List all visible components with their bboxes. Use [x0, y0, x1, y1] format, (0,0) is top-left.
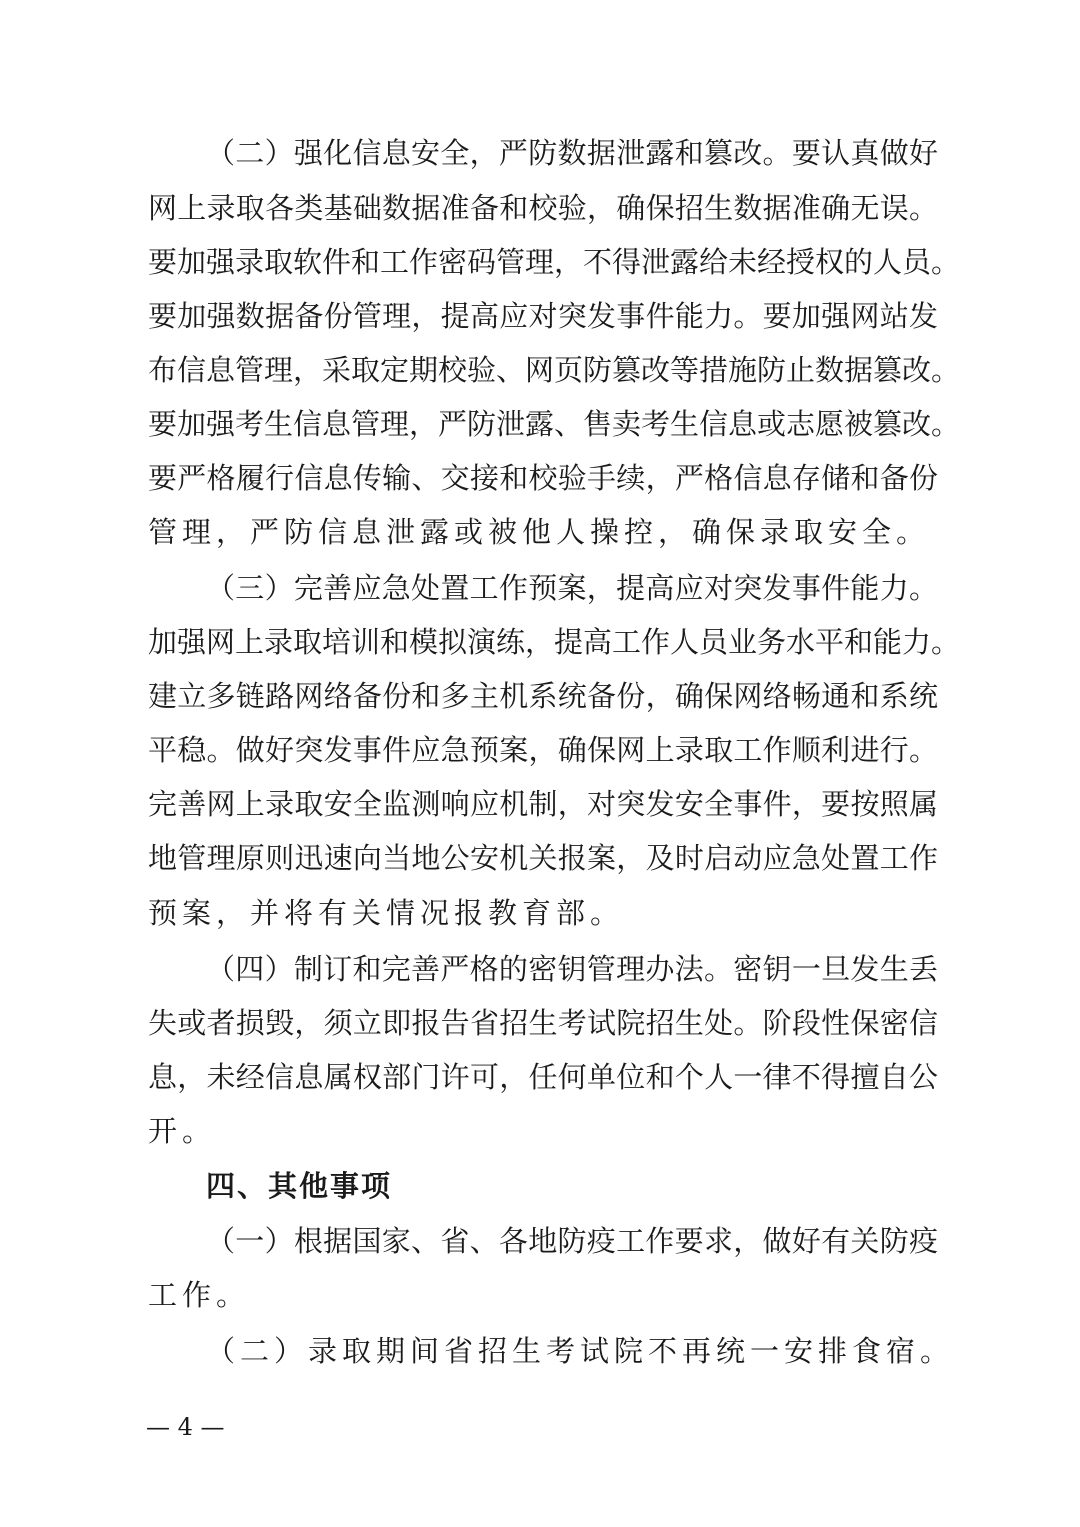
- paragraph-line: （二）强化信息安全，严防数据泄露和篡改。要认真做好: [206, 136, 938, 170]
- paragraph-line: 管理，严防信息泄露或被他人操控，确保录取安全。: [148, 515, 931, 549]
- paragraph-line: 失或者损毁，须立即报告省招生考试院招生处。阶段性保密信: [148, 1006, 938, 1040]
- paragraph-line: 要严格履行信息传输、交接和校验手续，严格信息存储和备份: [148, 461, 938, 495]
- paragraph-line: （三）完善应急处置工作预案，提高应对突发事件能力。: [206, 571, 938, 605]
- paragraph-line: 要加强录取软件和工作密码管理，不得泄露给未经授权的人员。: [148, 245, 961, 279]
- paragraph-line: 建立多链路网络备份和多主机系统备份，确保网络畅通和系统: [148, 679, 938, 713]
- paragraph-line: （一）根据国家、省、各地防疫工作要求，做好有关防疫: [206, 1224, 938, 1258]
- section-heading: 四、其他事项: [206, 1169, 393, 1203]
- paragraph-line: 工作。: [148, 1278, 251, 1312]
- paragraph-line: （四）制订和完善严格的密钥管理办法。密钥一旦发生丢: [206, 952, 938, 986]
- paragraph-line: 预案，并将有关情况报教育部。: [148, 896, 625, 930]
- paragraph-line: 要加强数据备份管理，提高应对突发事件能力。要加强网站发: [148, 299, 938, 333]
- paragraph-line: （二）录取期间省招生考试院不再统一安排食宿。: [206, 1334, 955, 1368]
- paragraph-line: 平稳。做好突发事件应急预案，确保网上录取工作顺利进行。: [148, 733, 938, 767]
- paragraph-line: 息，未经信息属权部门许可，任何单位和个人一律不得擅自公: [148, 1060, 938, 1094]
- paragraph-line: 开。: [148, 1114, 217, 1148]
- paragraph-line: 加强网上录取培训和模拟演练，提高工作人员业务水平和能力。: [148, 625, 961, 659]
- page-number: — 4 —: [146, 1413, 225, 1441]
- paragraph-line: 地管理原则迅速向当地公安机关报案，及时启动应急处置工作: [148, 841, 938, 875]
- paragraph-line: 布信息管理，采取定期校验、网页防篡改等措施防止数据篡改。: [148, 353, 961, 387]
- paragraph-line: 完善网上录取安全监测响应机制，对突发安全事件，要按照属: [148, 787, 938, 821]
- paragraph-line: 要加强考生信息管理，严防泄露、售卖考生信息或志愿被篡改。: [148, 407, 961, 441]
- paragraph-line: 网上录取各类基础数据准备和校验，确保招生数据准确无误。: [148, 191, 938, 225]
